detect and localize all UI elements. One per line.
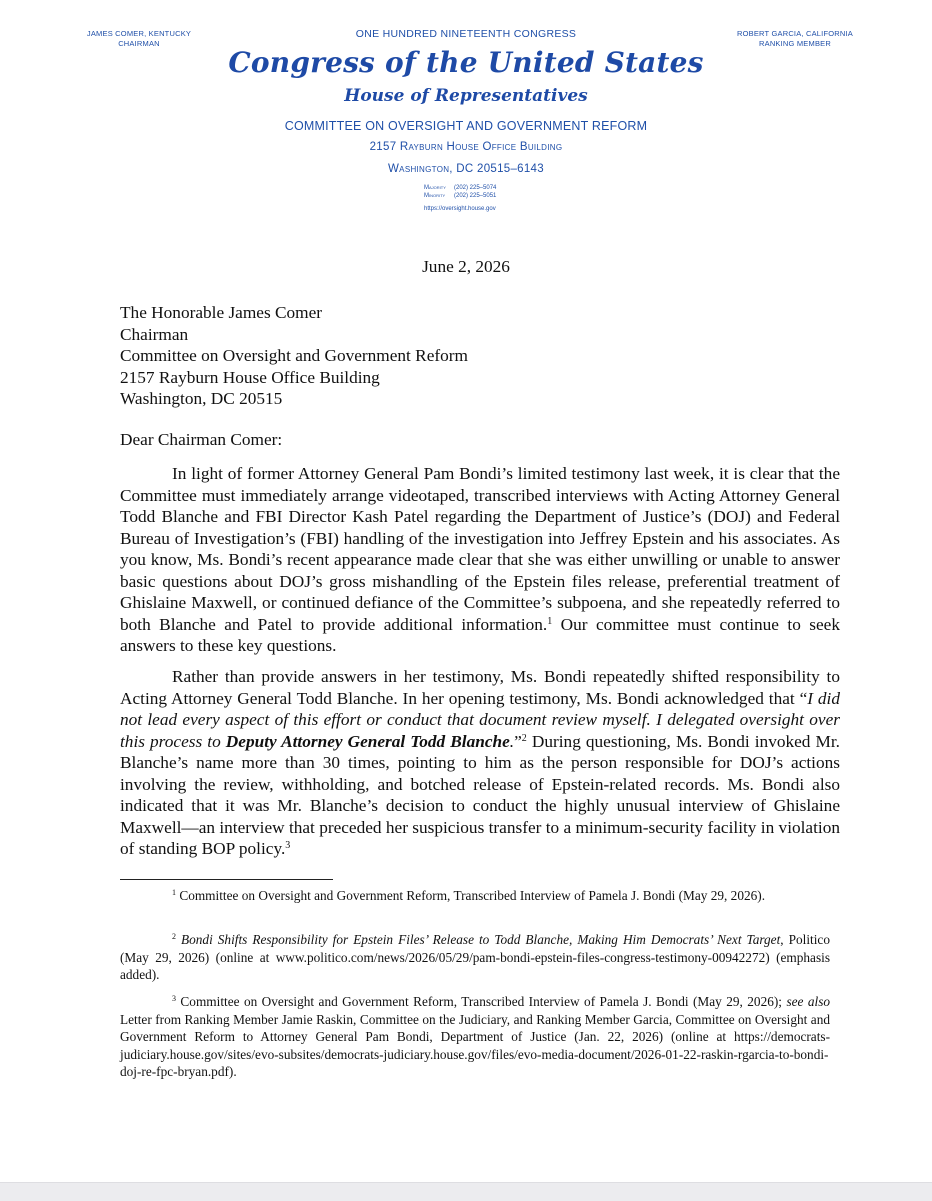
ranking-member-title: RANKING MEMBER: [759, 39, 831, 48]
footnote-ref-1[interactable]: 1: [547, 615, 553, 627]
footnote-2-article-title: Bondi Shifts Responsibility for Epstein Files’ Release to Todd Blanche, Making Him Democrats’ Next Target: [176, 932, 781, 947]
addressee-line: Chairman: [120, 324, 189, 344]
ranking-member-name: ROBERT GARCIA, CALIFORNIA: [737, 29, 853, 38]
chairman-name: JAMES COMER, KENTUCKY: [86, 29, 192, 38]
addressee-line: Washington, DC 20515: [120, 389, 283, 408]
paragraph-2-quote: I did not lead every aspect of this effort or conduct that document review myself. I delegated oversight over this process to: [120, 688, 840, 751]
minority-phone: (202) 225–5051: [454, 193, 497, 199]
salutation: Dear Chairman Comer:: [120, 430, 283, 449]
paragraph-1-end: Our committee must continue to seek answers to these key questions.: [120, 614, 840, 655]
footnote-3: [120, 993, 830, 1081]
paragraph-1: [120, 463, 840, 657]
paragraph-2-emphasis: Deputy Attorney General Todd Blanche: [225, 731, 510, 751]
paragraph-2: [120, 666, 840, 860]
footnote-ref-2[interactable]: 2: [521, 732, 527, 744]
phone-numbers: [424, 184, 496, 200]
letterhead-title: Congress of the United States: [228, 46, 704, 79]
footnote-3-number: 3: [172, 994, 176, 1003]
paragraph-2-quote-end: .: [509, 731, 515, 751]
footnote-1-number: 1: [172, 888, 176, 897]
footnote-divider: [120, 879, 333, 880]
footnote-3-text-2[interactable]: Letter from Ranking Member Jamie Raskin, Committee on the Judiciary, and Ranking Member Garcia, Committee on Oversight and Government Reform to Attorney General Pam Bondi, Department of Justice (Jan. 22, 2026) (online at https://democrats-judiciary.house.gov/sites/evo-subsites/democrats-judiciary.house.gov/files/evo-media-document/2026-01-22-raskin-rgarcia-to-bondi-doj-re-fpc-bryan.pdf).: [120, 1011, 830, 1079]
majority-phone: (202) 225–5074: [454, 185, 497, 191]
addressee-block: [120, 302, 468, 410]
office-building: 2157 Rayburn House Office Building: [369, 141, 563, 153]
page-edge: [0, 1182, 932, 1201]
footnote-2-number: 2: [172, 932, 176, 941]
addressee-line: The Honorable James Comer: [120, 303, 323, 322]
addressee-line: 2157 Rayburn House Office Building: [120, 367, 380, 387]
paragraph-1-text: In light of former Attorney General Pam Bondi’s limited testimony last week, it is clear that the Committee must immediately arrange videotaped, transcribed interviews with Acting Attorney General Todd Blanche and FBI Director Kash Patel regarding the Department of Justice’s (DOJ) and Federal Bureau of Investigation’s (FBI) handling of the investigation into Jeffrey Epstein and his associates. As you know, Ms. Bondi’s recent appearance made clear that she was either unwilling or unable to answer basic questions about DOJ’s gross mishandling of the Epstein files release, preferential treatment of Ghislaine Maxwell, or continued defiance of the Committee’s subpoena, and she repeatedly referred to both Blanche and Patel to provide additional information.: [120, 464, 840, 634]
footnote-3-text-1: Committee on Oversight and Government Reform, Transcribed Interview of Pamela J. Bondi (May 29, 2026);: [176, 994, 787, 1009]
committee-name: COMMITTEE ON OVERSIGHT AND GOVERNMENT REFORM: [284, 119, 648, 133]
website-link[interactable]: https://oversight.house.gov: [424, 206, 496, 212]
office-city: Washington, DC 20515–6143: [388, 163, 544, 175]
paragraph-2-close-quote: ”: [514, 731, 522, 751]
letter-date: June 2, 2026: [422, 257, 510, 276]
paragraph-2-start: Rather than provide answers in her testimony, Ms. Bondi repeatedly shifted responsibility to Acting Attorney General Todd Blanche. In her opening testimony, Ms. Bondi acknowledged that “: [120, 667, 840, 708]
footnote-3-signal: see also: [786, 994, 831, 1009]
paragraph-2-mid: During questioning, Ms. Bondi invoked Mr. Blanche’s name more than 30 times, pointing to him as the person responsible for DOJ’s actions involving the review, withholding, and botched release of Epstein-related records. Ms. Bondi also indicated that it was Mr. Blanche’s decision to conduct the highly unusual interview of Ghislaine Maxwell—an interview that preceded her suspicious transfer to a minimum-security facility in violation of standing BOP policy.: [120, 731, 840, 858]
minority-label: Minority: [424, 193, 446, 199]
chairman-title: CHAIRMAN: [118, 39, 160, 48]
footnote-ref-3[interactable]: 3: [285, 840, 291, 851]
footnote-1: [120, 887, 830, 905]
congress-number: ONE HUNDRED NINETEENTH CONGRESS: [355, 28, 577, 40]
letterhead-subtitle: House of Representatives: [344, 86, 588, 106]
addressee-line: Committee on Oversight and Government Reform: [120, 346, 468, 365]
footnote-2: [120, 931, 830, 984]
footnote-2-text[interactable]: , Politico (May 29, 2026) (online at www.politico.com/news/2026/05/29/pam-bondi-epstein-files-congress-testimony-00942272) (emphasis added).: [120, 932, 830, 982]
majority-label: Majority: [424, 185, 446, 191]
footnote-1-text: Committee on Oversight and Government Reform, Transcribed Interview of Pamela J. Bondi (May 29, 2026).: [176, 888, 766, 903]
